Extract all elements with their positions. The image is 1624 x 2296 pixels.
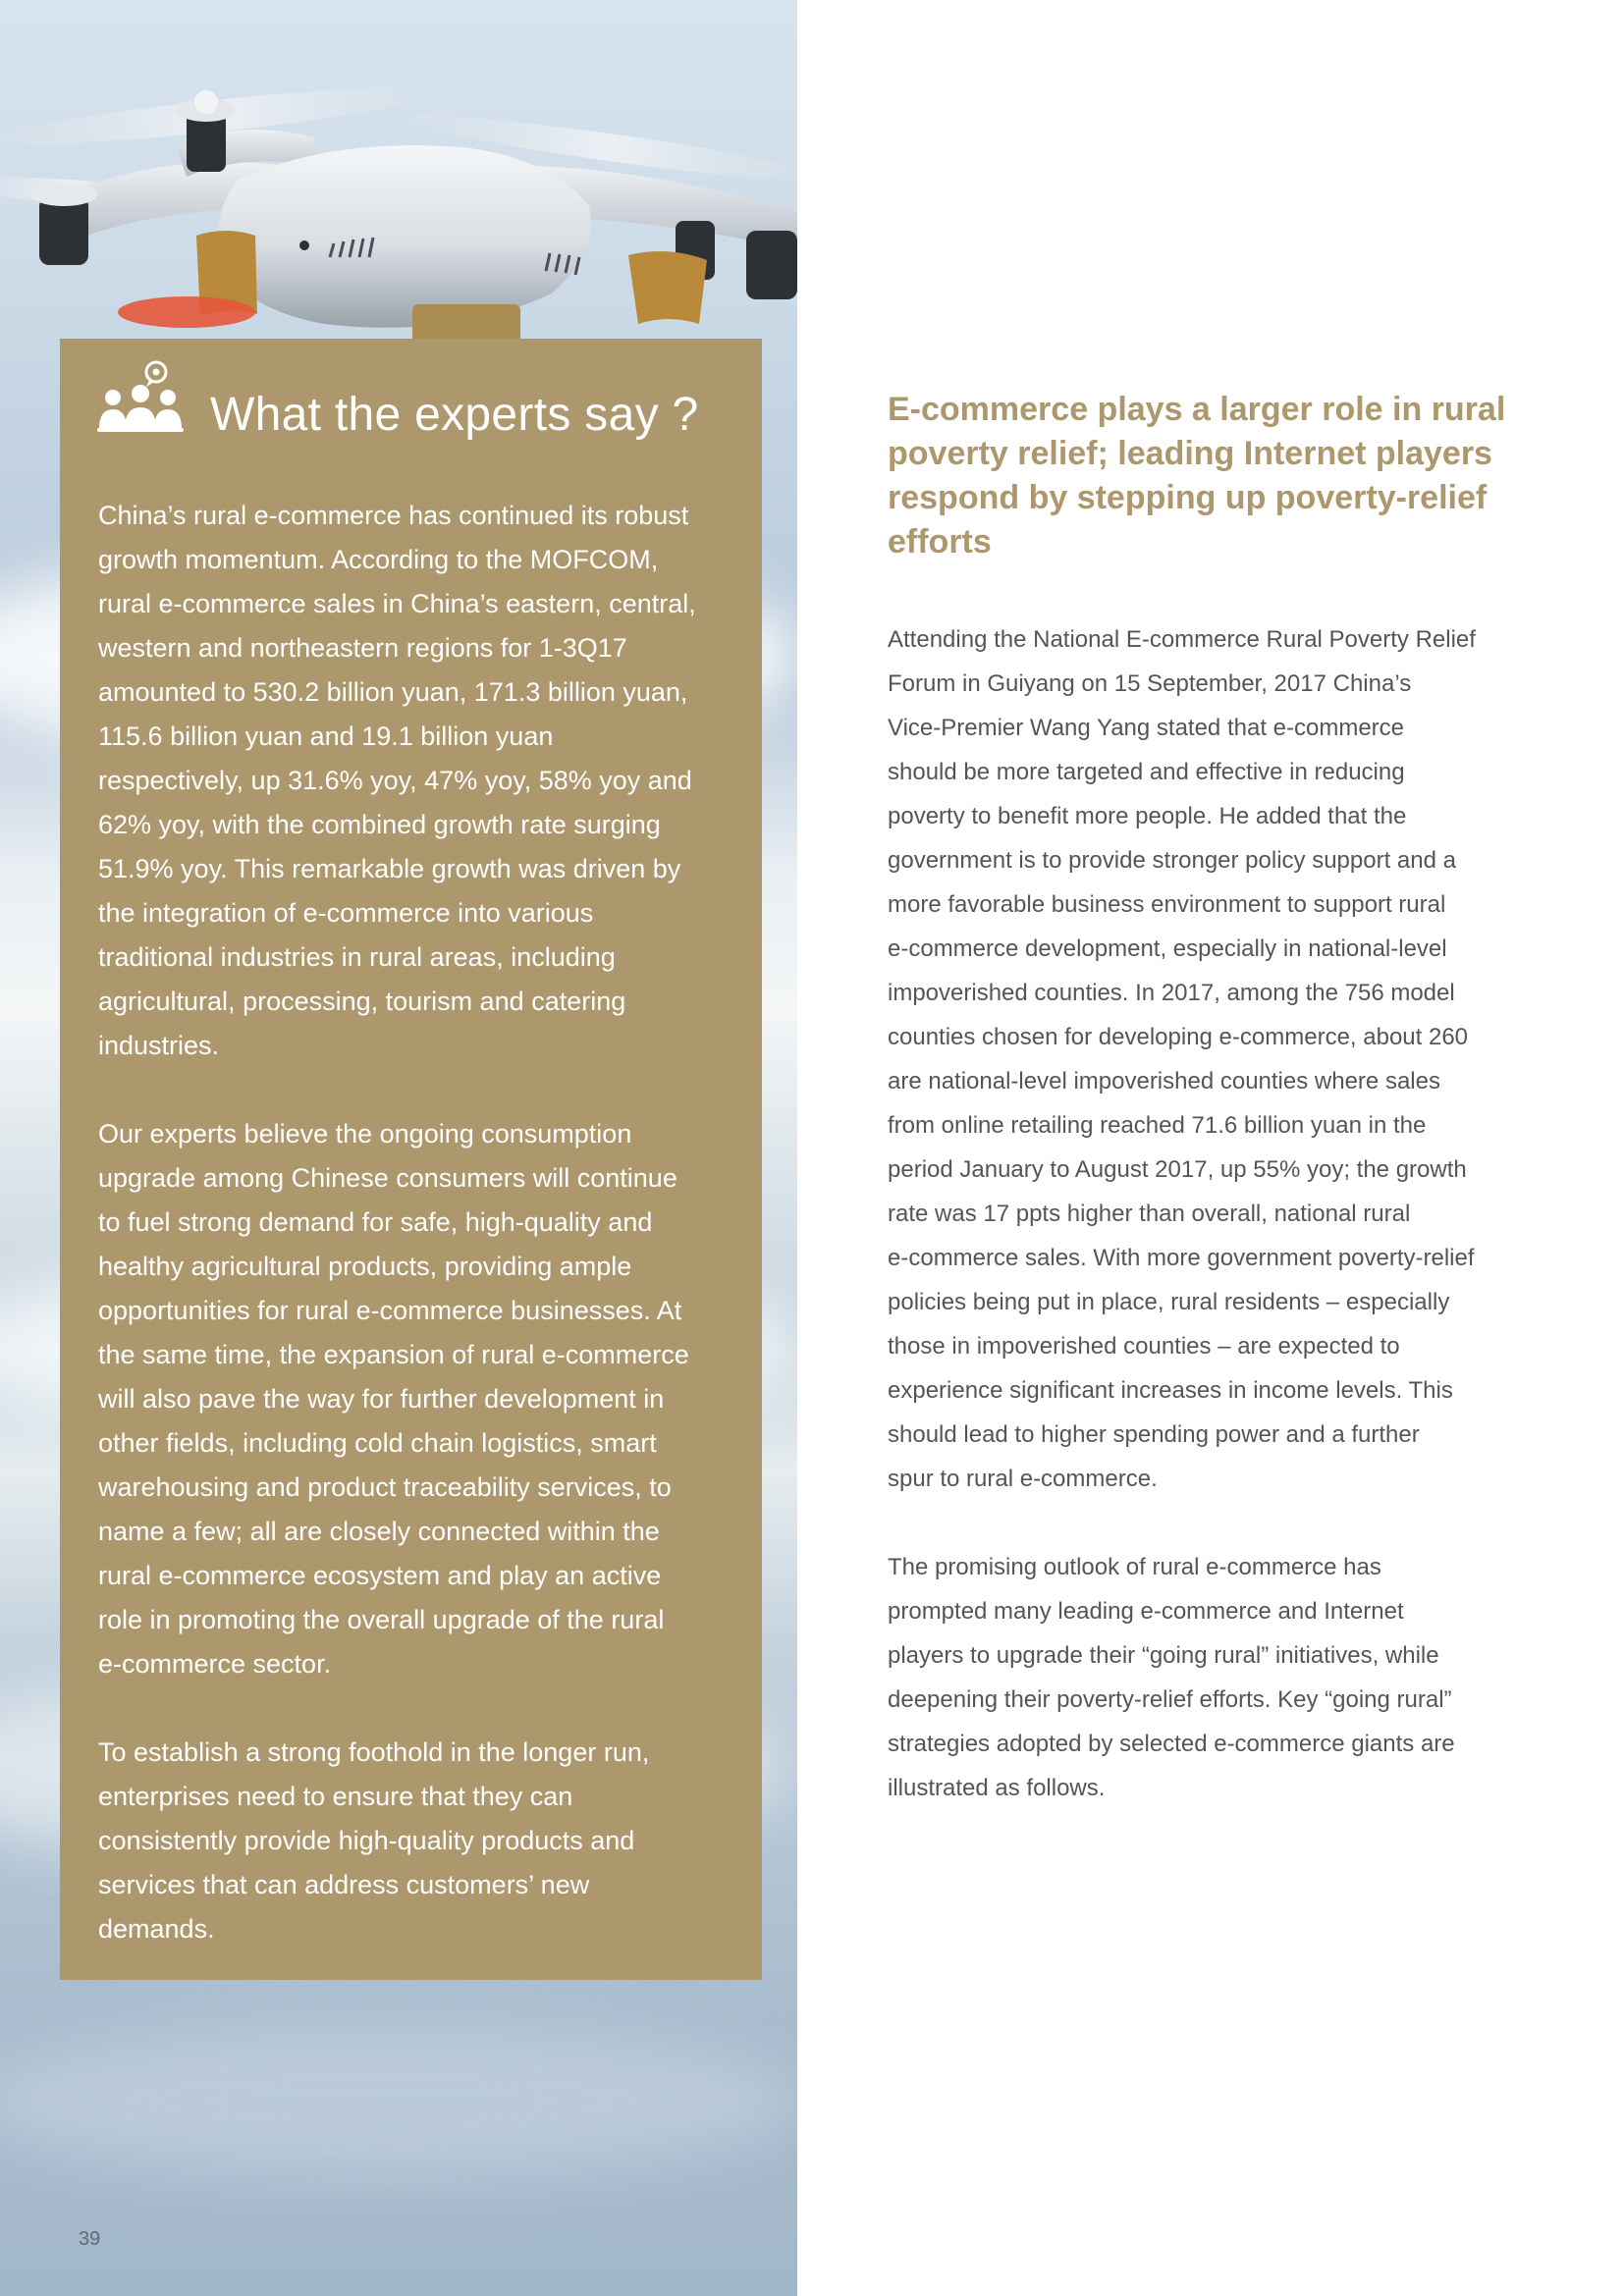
experts-paragraph: Our experts believe the ongoing consumption upgrade among Chinese consumers will continue to fuel strong demand for safe, high-quality and healthy agricultural products, providing ample opportunities for rural e-commerce businesses. At the same time, the expansion of rural e-commerce will also pave the way for further development in other fields, including cold chain logistics, smart warehousing and product traceability services, to name a few; all are closely connected within the rural e-commerce ecosystem and play an active role in promoting the overall upgrade of the rural e-commerce sector. [98,1119,689,1679]
cloud-haze [0,2022,797,2179]
article-paragraph: Attending the National E-commerce Rural Poverty Relief Forum in Guiyang on 15 September, 2017 China’s Vice-Premier Wang Yang stated that e-commerce should be more targeted and effective in reducing poverty to benefit more people. He added that the government is to provide stronger policy support and a more favorable business environment to support rural e-commerce development, especially in national-level impoverished counties. In 2017, among the 756 model counties chosen for developing e-commerce, about 260 are national-level impoverished counties where sales from online retailing reached 71.6 billion yuan in the period January to August 2017, up 55% yoy; the growth rate was 17 ppts higher than overall, national rural e-commerce sales. With more government poverty-relief policies being put in place, rural residents – especially those in impoverished counties – are expected to experience significant increases in income levels. This should lead to higher spending power and a further spur to rural e-commerce. [888,626,1476,1492]
drone-image [0,0,797,353]
experts-paragraph: China’s rural e-commerce has continued its robust growth momentum. According to the MOFCOM, rural e-commerce sales in China’s eastern, central, western and northeastern regions for 1-3Q17 amounted to 530.2 billion yuan, 171.3 billion yuan, 115.6 billion yuan and 19.1 billion yuan respectively, up 31.6% yoy, 47% yoy, 58% yoy and 62% yoy, with the combined growth rate surging 51.9% yoy. This remarkable growth was driven by the integration of e-commerce into various traditional industries in rural areas, including agricultural, processing, tourism and catering industries. [98,501,696,1060]
article-paragraph: The promising outlook of rural e-commerce has prompted many leading e-commerce and Internet players to upgrade their “going rural” initiatives, while deepening their poverty-relief efforts. Key “going rural” strategies adopted by selected e-commerce giants are illustrated as follows. [888,1554,1455,1801]
group-of-experts-icon [95,358,186,437]
experts-body [98,494,736,1996]
experts-panel [60,339,762,1980]
article-body [888,617,1516,1854]
page-number: 39 [79,2228,101,2250]
experts-title: What the experts say ? [210,389,699,441]
experts-paragraph: To establish a strong foothold in the longer run, enterprises need to ensure that they can consistently provide high-quality products and services that can address customers’ new demands. [98,1737,650,1944]
article-headline: E-commerce plays a larger role in rural poverty relief; leading Internet players respond by stepping up poverty-relief efforts [888,391,1506,561]
article-column [888,388,1516,1801]
